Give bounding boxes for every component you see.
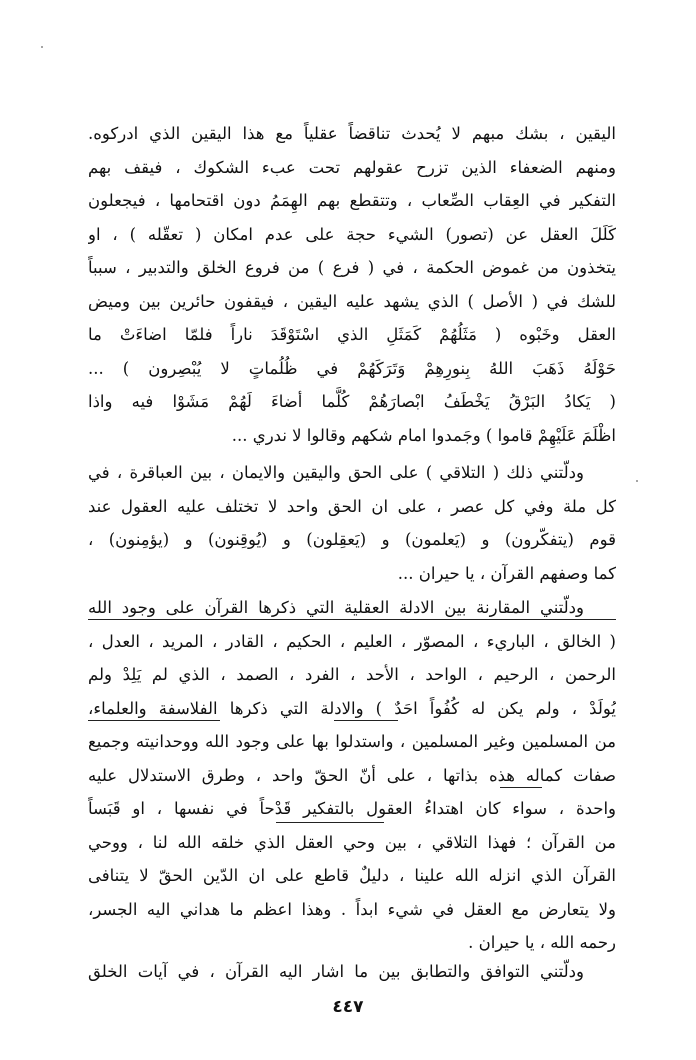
text-line: يتخذون من غموض الحكمة ، في ( فرع ) من فروع الخلق والتدبير ، سبباً [88, 258, 616, 277]
text-line: اظْلَمَ عَلَيْهِمْ قاموا ) وجَمدوا امام شكهم وقالوا لا ندري ... [231, 425, 616, 445]
text-line: كَلَلَ العقل عن (تصور) الشيء حجة على عدم امكان ( تعقّله ) ، او [88, 224, 616, 244]
text-line: ( يَكادُ البَرْقُ يَخْطَفُ ابْصارَهُمْ كُلَّما أضاءَ لَهُمْ مَشَوْا فيه واذا [88, 392, 616, 411]
underline-mark [276, 822, 384, 823]
text-line: كما وصفهم القرآن ، يا حيران ... [397, 563, 616, 583]
text-line: للشك في ( الأصل ) الذي يشهد عليه اليقين ، فيقفون حائرين بين وميض [88, 291, 616, 311]
text-line: يُولَدْ ، ولم يكن له كُفُواً احَدٌ ) والادلة التي ذكرها الفلاسفة والعلماء، [88, 698, 616, 718]
underline-mark [500, 787, 542, 788]
paragraph-4 [88, 955, 616, 989]
text-line: الرحمن ، الرحيم ، الواحد ، الأحد ، الفرد ، الصمد ، الذي لم يَلِدْ ولم [88, 665, 616, 684]
scan-speck [41, 46, 43, 48]
underline-mark [88, 619, 616, 620]
text-line: العقل وخَبْوه ( مَثَلُهُمْ كَمَثَلِ الذي اسْتَوْقَدَ ناراً فلمّا اضاءَتْ ما [88, 325, 616, 344]
underline-mark [334, 720, 398, 721]
text-line: من المسلمين وغير المسلمين ، واستدلوا بها على وجود الله ووحدانيته وجميع [88, 732, 616, 751]
underline-mark [88, 720, 220, 721]
paragraph-1 [88, 117, 616, 452]
text-line: كل ملة وفي كل عصر ، على ان الحق واحد لا تختلف عليه العقول عند [88, 496, 616, 516]
text-line: القرآن الذي انزله الله علينا ، دليلٌ قاطع على ان الدّين الحقّ لا يتنافى [88, 866, 616, 885]
text-line: واحدة ، سواء كان اهتداءُ العقول بالتفكير قَدْحاً في نفسها ، او قَبَساً [88, 799, 616, 818]
text-line: ولا يتعارض مع العقل في شيء ابداً . وهذا اعظم ما هداني اليه الجسر، [88, 899, 616, 919]
text-line: ودلّتني ذلك ( التلاقي ) على الحق واليقين والايمان ، بين العباقرة ، في [88, 463, 584, 482]
text-line: ومنهم الضعفاء الذين تزرح عقولهم تحت عبء الشكوك ، فيقف بهم [88, 157, 616, 177]
text-line: صفات كماله هذه بذاتها ، على أنّ الحقّ واحد ، وطرق الاستدلال عليه [88, 765, 616, 785]
text-line: ( الخالق ، الباريء ، المصوّر ، العليم ، الحكيم ، القادر ، المريد ، العدل ، [88, 631, 616, 651]
text-line: ودلّتني المقارنة بين الادلة العقلية التي ذكرها القرآن على وجود الله [88, 598, 584, 617]
text-line: من القرآن ؛ فهذا التلاقي ، بين وحي العقل الذي خلقه الله لنا ، ووحي [88, 832, 616, 852]
page-number: ٤٤٧ [332, 997, 364, 1017]
text-line: اليقين ، بشك مبهم لا يُحدث تناقضاً عقلياً مع هذا اليقين الذي ادركوه. [88, 124, 616, 143]
text-line: قوم (يتفكّرون) و (يَعلمون) و (يَعقِلون) و (يُوقِنون) و (يؤمِنون) ، [88, 530, 616, 549]
text-line: حَوْلَهُ ذَهَبَ اللهُ بِنورِهِمْ وَتَرَكَهُمْ في ظُلُماتٍ لا يُبْصِرون ) ... [88, 358, 616, 378]
text-line: التفكير في العِقاب الصِّعاب ، وتتقطع بهم الهِمَمُ دون اقتحامها ، فيجعلون [88, 191, 616, 210]
scan-speck [636, 480, 638, 482]
paragraph-2 [88, 456, 616, 590]
paragraph-3 [88, 591, 616, 960]
text-line: ودلّتني التوافق والتطابق بين ما اشار اليه القرآن ، في آيات الخلق [88, 962, 584, 981]
text-line: رحمه الله ، يا حيران . [468, 933, 616, 952]
